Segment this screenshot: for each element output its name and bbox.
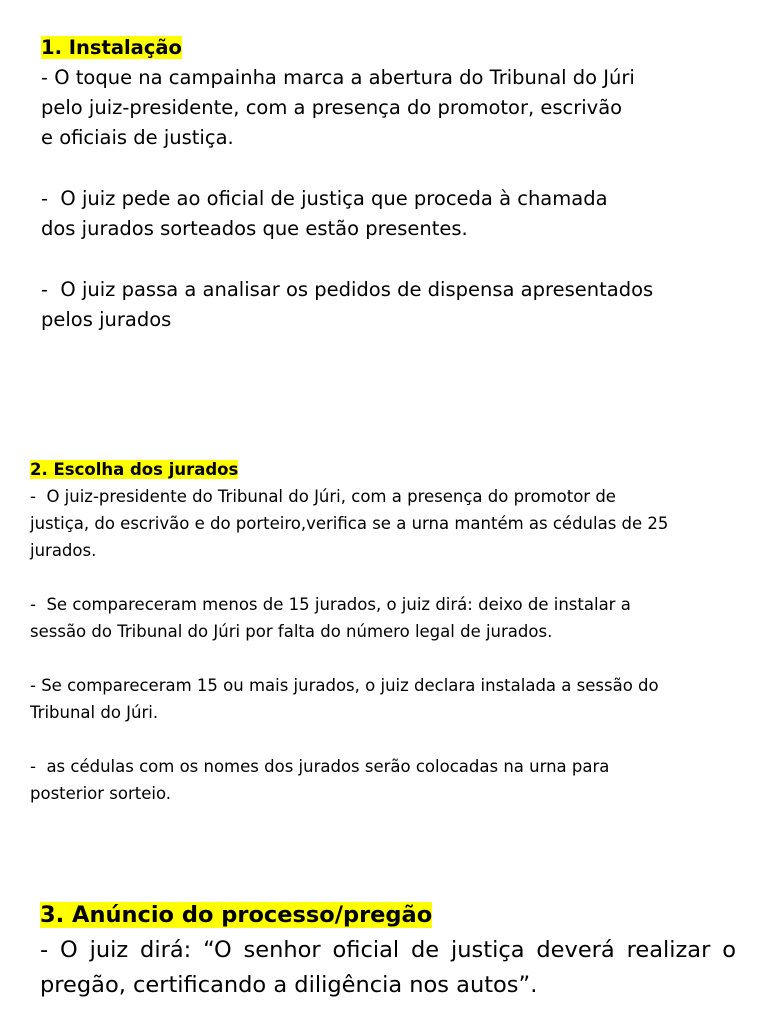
paragraph: [30, 672, 750, 726]
paragraph: [41, 275, 741, 335]
text-line: - Se compareceram 15 ou mais jurados, o juiz declara instalada a sessão do: [30, 676, 659, 695]
section-anuncio-processo: [40, 898, 740, 1003]
text-line: - O juiz pede ao oficial de justiça que proceda à chamada: [41, 187, 608, 210]
paragraph: [30, 753, 750, 807]
text-line: - O juiz dirá: “O senhor oficial de justiça deverá realizar o: [40, 937, 736, 963]
paragraph: [30, 483, 750, 564]
text-line: - O toque na campainha marca a abertura do Tribunal do Júri: [41, 66, 635, 89]
text-line: pregão, certificando a diligência nos autos”.: [40, 972, 538, 998]
text-line: sessão do Tribunal do Júri por falta do número legal de jurados.: [30, 622, 553, 641]
text-line: jurados.: [30, 541, 97, 560]
section-title: [41, 33, 741, 63]
paragraph: [41, 184, 741, 244]
text-line: - O juiz passa a analisar os pedidos de dispensa apresentados: [41, 278, 654, 301]
paragraph: [41, 63, 741, 153]
text-line: dos jurados sorteados que estão presentes.: [41, 217, 468, 240]
section-escolha-jurados: [30, 456, 750, 807]
text-line: e oficiais de justiça.: [41, 126, 234, 149]
text-line: Tribunal do Júri.: [30, 703, 159, 722]
paragraph-gap: [41, 153, 741, 184]
section-title-highlight: 2. Escolha dos jurados: [30, 460, 239, 479]
paragraph: [30, 591, 750, 645]
text-line: - as cédulas com os nomes dos jurados serão colocadas na urna para: [30, 757, 610, 776]
paragraph-gap: [30, 645, 750, 672]
paragraph-gap: [41, 244, 741, 275]
text-line: pelos jurados: [41, 308, 172, 331]
section-title: [40, 898, 740, 933]
text-line: - O juiz-presidente do Tribunal do Júri, com a presença do promotor de: [30, 487, 616, 506]
text-line: posterior sorteio.: [30, 784, 172, 803]
text-line: justiça, do escrivão e do porteiro,verifica se a urna mantém as cédulas de 25: [30, 514, 669, 533]
section-title: [30, 456, 750, 483]
paragraph-gap: [30, 564, 750, 591]
text-line: - Se compareceram menos de 15 jurados, o juiz dirá: deixo de instalar a: [30, 595, 631, 614]
section-title-highlight: 1. Instalação: [41, 36, 182, 59]
section-instalacao: [41, 33, 741, 335]
section-title-highlight: 3. Anúncio do processo/pregão: [40, 902, 433, 928]
text-line: pelo juiz-presidente, com a presença do promotor, escrivão: [41, 96, 623, 119]
paragraph-gap: [30, 726, 750, 753]
